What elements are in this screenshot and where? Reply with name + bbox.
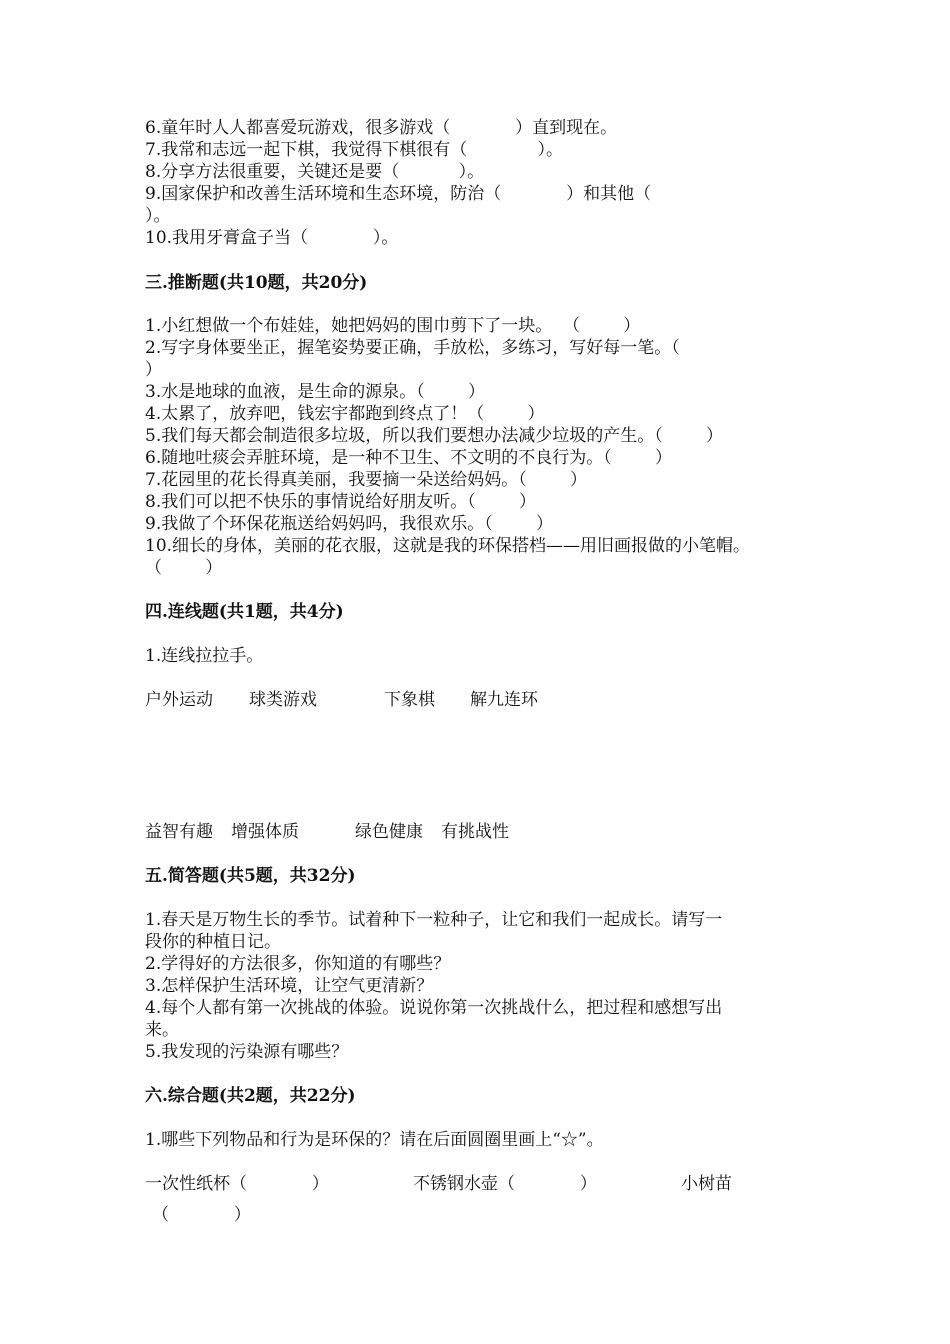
question-line: 8.我们可以把不快乐的事情说给好朋友听。（ ） bbox=[145, 492, 536, 512]
question-line: 3.怎样保护生活环境，让空气更清新？ bbox=[145, 976, 434, 996]
item-option: 一次性纸杯（ ） bbox=[145, 1174, 329, 1194]
question-line: 2.学得好的方法很多，你知道的有哪些？ bbox=[145, 954, 451, 974]
question-line: 6.随地吐痰会弄脏环境，是一种不卫生、不文明的不良行为。（ ） bbox=[145, 448, 672, 468]
section-heading: 五.简答题(共5题，共32分) bbox=[145, 866, 356, 886]
question-line: 段你的种植日记。 bbox=[145, 932, 281, 952]
question-line: 来。 bbox=[145, 1020, 179, 1040]
match-top-item: 户外运动 bbox=[145, 690, 213, 710]
question-line: 5.我发现的污染源有哪些？ bbox=[145, 1042, 349, 1062]
question-line: ）。 bbox=[145, 206, 171, 226]
item-option: （ ） bbox=[152, 1205, 251, 1225]
question-line: 5.我们每天都会制造很多垃圾，所以我们要想办法减少垃圾的产生。（ ） bbox=[145, 426, 723, 446]
question-line: 9.国家保护和改善生活环境和生态环境，防治（ ）和其他（ bbox=[145, 184, 652, 204]
question-line: 4.每个人都有第一次挑战的体验。说说你第一次挑战什么，把过程和感想写出 bbox=[145, 998, 723, 1018]
question-line: 2.写字身体要坐正，握笔姿势要正确，手放松，多练习，写好每一笔。（ bbox=[145, 338, 680, 358]
question-line: 1.小红想做一个布娃娃，她把妈妈的围巾剪下了一块。 （ ） bbox=[145, 316, 641, 336]
question-line: 7.花园里的花长得真美丽，我要摘一朵送给妈妈。（ ） bbox=[145, 470, 587, 490]
section-heading: 三.推断题(共10题，共20分) bbox=[145, 273, 368, 293]
match-bottom-item: 益智有趣 bbox=[145, 822, 213, 842]
question-line: 4.太累了，放弃吧，钱宏宇都跑到终点了！（ ） bbox=[145, 404, 545, 424]
match-top-item: 球类游戏 bbox=[249, 690, 317, 710]
question-line: 8.分享方法很重要，关键还是要（ ）。 bbox=[145, 162, 485, 182]
question-line: 10.细长的身体，美丽的花衣服，这就是我的环保搭档——用旧画报做的小笔帽。 bbox=[145, 536, 751, 556]
question-line: 9.我做了个环保花瓶送给妈妈吗，我很欢乐。（ ） bbox=[145, 514, 553, 534]
question-line: 10.我用牙膏盒子当（ ）。 bbox=[145, 228, 399, 248]
question-line: （ ） bbox=[145, 558, 223, 578]
question-line: 7.我常和志远一起下棋，我觉得下棋很有（ ）。 bbox=[145, 140, 563, 160]
question-line: 6.童年时人人都喜爱玩游戏，很多游戏（ ）直到现在。 bbox=[145, 118, 618, 138]
match-bottom-item: 有挑战性 bbox=[441, 822, 509, 842]
question-line: 1.春天是万物生长的季节。试着种下一粒种子，让它和我们一起成长。请写一 bbox=[145, 910, 723, 930]
question-line: 1.哪些下列物品和行为是环保的？请在后面圆圈里画上“☆”。 bbox=[145, 1130, 604, 1150]
question-line: ） bbox=[145, 360, 162, 380]
section-heading: 四.连线题(共1题，共4分) bbox=[145, 602, 344, 622]
item-option: 小树苗 bbox=[681, 1174, 732, 1194]
match-bottom-item: 绿色健康 bbox=[355, 822, 423, 842]
item-option: 不锈钢水壶（ ） bbox=[413, 1174, 597, 1194]
match-bottom-item: 增强体质 bbox=[231, 822, 299, 842]
section-heading: 六.综合题(共2题，共22分) bbox=[145, 1086, 356, 1106]
match-top-item: 下象棋 bbox=[384, 690, 435, 710]
question-line: 1.连线拉拉手。 bbox=[145, 646, 264, 666]
question-line: 3.水是地球的血液，是生命的源泉。（ ） bbox=[145, 382, 485, 402]
match-top-item: 解九连环 bbox=[470, 690, 538, 710]
